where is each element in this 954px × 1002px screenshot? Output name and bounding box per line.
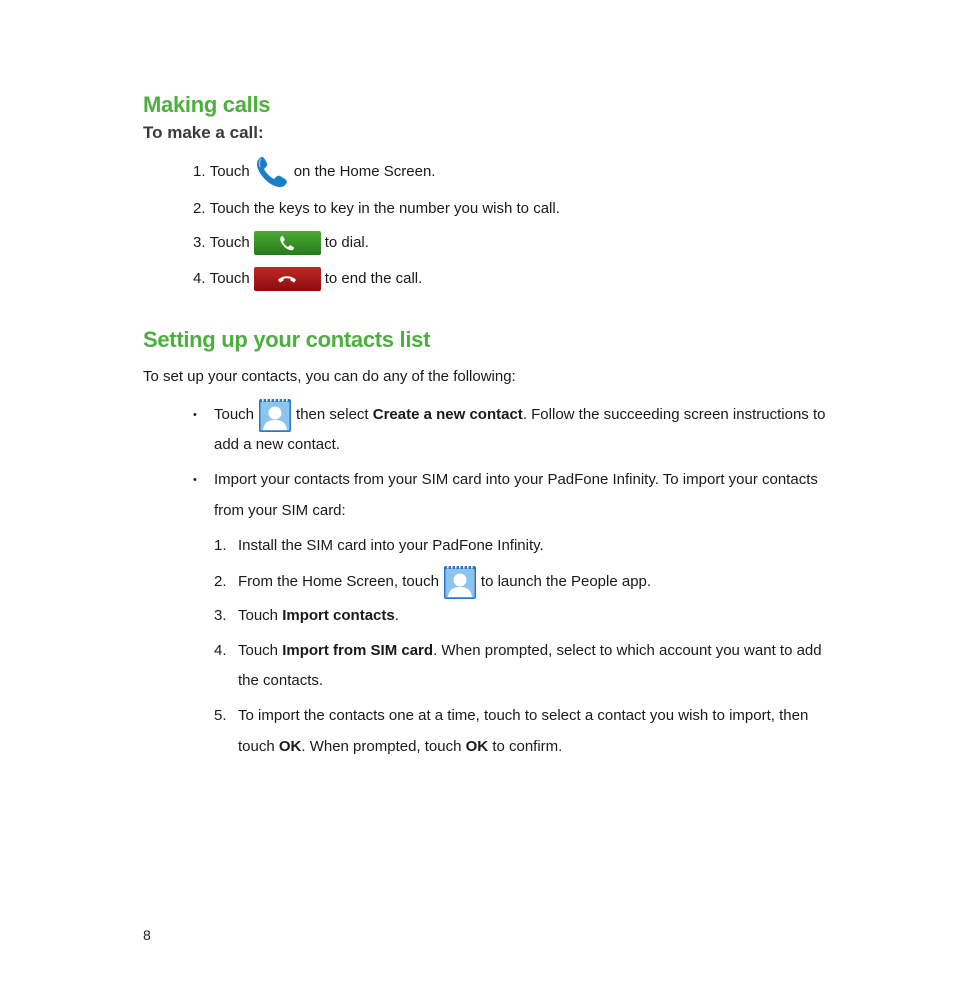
contacts-intro: To set up your contacts, you can do any of the following: <box>143 368 516 385</box>
step-number: 2. <box>214 573 227 590</box>
bullet-import-sim <box>193 471 818 489</box>
import-step-3 <box>214 607 399 625</box>
bullet-text: Import your contacts from your SIM card into your PadFone Infinity. To import your contacts <box>214 471 818 488</box>
step-number: 1. <box>193 163 206 180</box>
section-heading-making-calls: Making calls <box>143 92 271 117</box>
call-step-3 <box>193 231 369 255</box>
bullet-import-sim-line2: from your SIM card: <box>214 502 346 519</box>
import-step-2 <box>214 563 651 601</box>
step-text: Touch <box>209 234 250 251</box>
step-text: To import the contacts one at a time, touch to select a contact you wish to import, then <box>238 707 809 724</box>
people-app-icon <box>443 564 477 600</box>
step-text: . <box>394 607 399 624</box>
step-text: Touch the keys to key in the number you wish to call. <box>209 200 560 217</box>
import-step-5 <box>214 707 808 725</box>
step-text: From the Home Screen, touch <box>238 573 439 590</box>
subheading-to-make-call: To make a call: <box>143 123 264 142</box>
bullet-marker: • <box>193 409 197 421</box>
step-number: 2. <box>193 200 206 217</box>
step-text: Install the SIM card into your PadFone Infinity. <box>238 537 544 554</box>
people-app-icon <box>258 397 292 433</box>
page-number: 8 <box>143 927 151 943</box>
ok-label: OK <box>465 738 489 755</box>
step-text: to dial. <box>324 234 369 251</box>
import-step-4 <box>214 642 822 660</box>
call-step-1 <box>193 154 435 190</box>
step-text: to end the call. <box>324 270 423 287</box>
bullet-text: . Follow the succeeding screen instructions to <box>522 406 826 423</box>
create-new-contact-label: Create a new contact <box>372 406 523 423</box>
bullet-text: Touch <box>214 406 255 423</box>
step-text: to confirm. <box>492 738 563 755</box>
call-step-2 <box>193 200 560 218</box>
bullet-marker: • <box>193 474 197 486</box>
bullet-create-contact <box>193 396 825 434</box>
import-step-5-line2 <box>238 738 562 756</box>
call-step-4 <box>193 267 422 291</box>
step-number: 3. <box>214 607 227 624</box>
step-text: to launch the People app. <box>480 573 652 590</box>
step-text: on the Home Screen. <box>293 163 436 180</box>
step-text: . When prompted, touch <box>301 738 462 755</box>
step-text: touch <box>238 738 275 755</box>
import-from-sim-label: Import from SIM card <box>282 642 434 659</box>
ok-label: OK <box>278 738 302 755</box>
import-contacts-label: Import contacts <box>282 607 395 624</box>
bullet-create-contact-line2: add a new contact. <box>214 436 340 453</box>
step-number: 4. <box>193 270 206 287</box>
end-call-button-icon <box>254 267 321 291</box>
dial-button-icon <box>254 231 321 255</box>
step-number: 3. <box>193 234 206 251</box>
step-text: Touch <box>238 642 279 659</box>
step-text: Touch <box>209 270 250 287</box>
step-number: 5. <box>214 707 227 724</box>
bullet-text: then select <box>296 406 369 423</box>
step-text: Touch <box>238 607 279 624</box>
step-number: 1. <box>214 537 227 554</box>
import-step-1 <box>214 537 544 555</box>
import-step-4-line2: the contacts. <box>238 672 324 689</box>
phone-app-icon <box>254 154 290 190</box>
section-heading-contacts: Setting up your contacts list <box>143 327 431 352</box>
step-text: . When prompted, select to which account you want to add <box>433 642 822 659</box>
step-text: Touch <box>209 163 250 180</box>
step-number: 4. <box>214 642 227 659</box>
